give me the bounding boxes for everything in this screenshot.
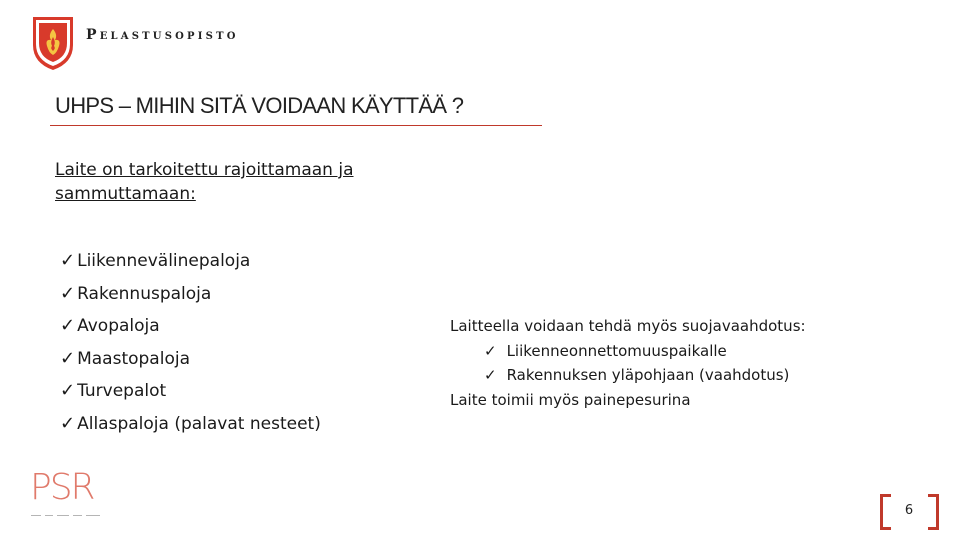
list-item: ✓ Rakennuspaloja	[60, 278, 321, 311]
page-bracket-right	[928, 494, 939, 530]
list-item: ✓ Allaspaloja (palavat nesteet)	[60, 408, 321, 441]
checkmark-icon: ✓	[60, 282, 76, 304]
checkmark-icon: ✓	[484, 341, 497, 360]
list-item: ✓ Rakennuksen yläpohjaan (vaahdotus)	[450, 363, 870, 388]
psr-logo-tagline-decoration	[31, 514, 101, 518]
list-item: ✓ Avopaloja	[60, 310, 321, 343]
list-item: ✓ Liikenneonnettomuuspaikalle	[450, 339, 870, 364]
page-bracket-left	[880, 494, 891, 530]
page-number: 6	[904, 503, 914, 518]
list-item: ✓ Liikennevälinepaloja	[60, 245, 321, 278]
checkmark-icon: ✓	[60, 315, 76, 337]
checkmark-icon: ✓	[60, 380, 76, 402]
pressure-washer-line: Laite toimii myös painepesurina	[450, 390, 691, 409]
title-underline	[50, 125, 542, 126]
additional-uses	[450, 314, 870, 412]
psr-logo: PSR	[30, 467, 94, 508]
checkmark-icon: ✓	[60, 412, 76, 434]
checkmark-icon: ✓	[60, 347, 76, 369]
checkmark-icon: ✓	[484, 366, 497, 384]
fire-type-list	[60, 245, 321, 441]
foam-protection-line: Laitteella voidaan tehdä myös suojavaahdotus:	[450, 317, 806, 335]
list-item: ✓ Turvepalot	[60, 375, 321, 408]
intro-text: Laite on tarkoitettu rajoittamaan ja sammuttamaan:	[55, 160, 354, 204]
slide-title: UHPS – MIHIN SITÄ VOIDAAN KÄYTTÄÄ ?	[55, 93, 464, 118]
checkmark-icon: ✓	[60, 250, 76, 271]
list-item: ✓ Maastopaloja	[60, 343, 321, 376]
org-name: Pelastusopisto	[86, 27, 239, 43]
fire-crest-icon	[31, 15, 75, 71]
